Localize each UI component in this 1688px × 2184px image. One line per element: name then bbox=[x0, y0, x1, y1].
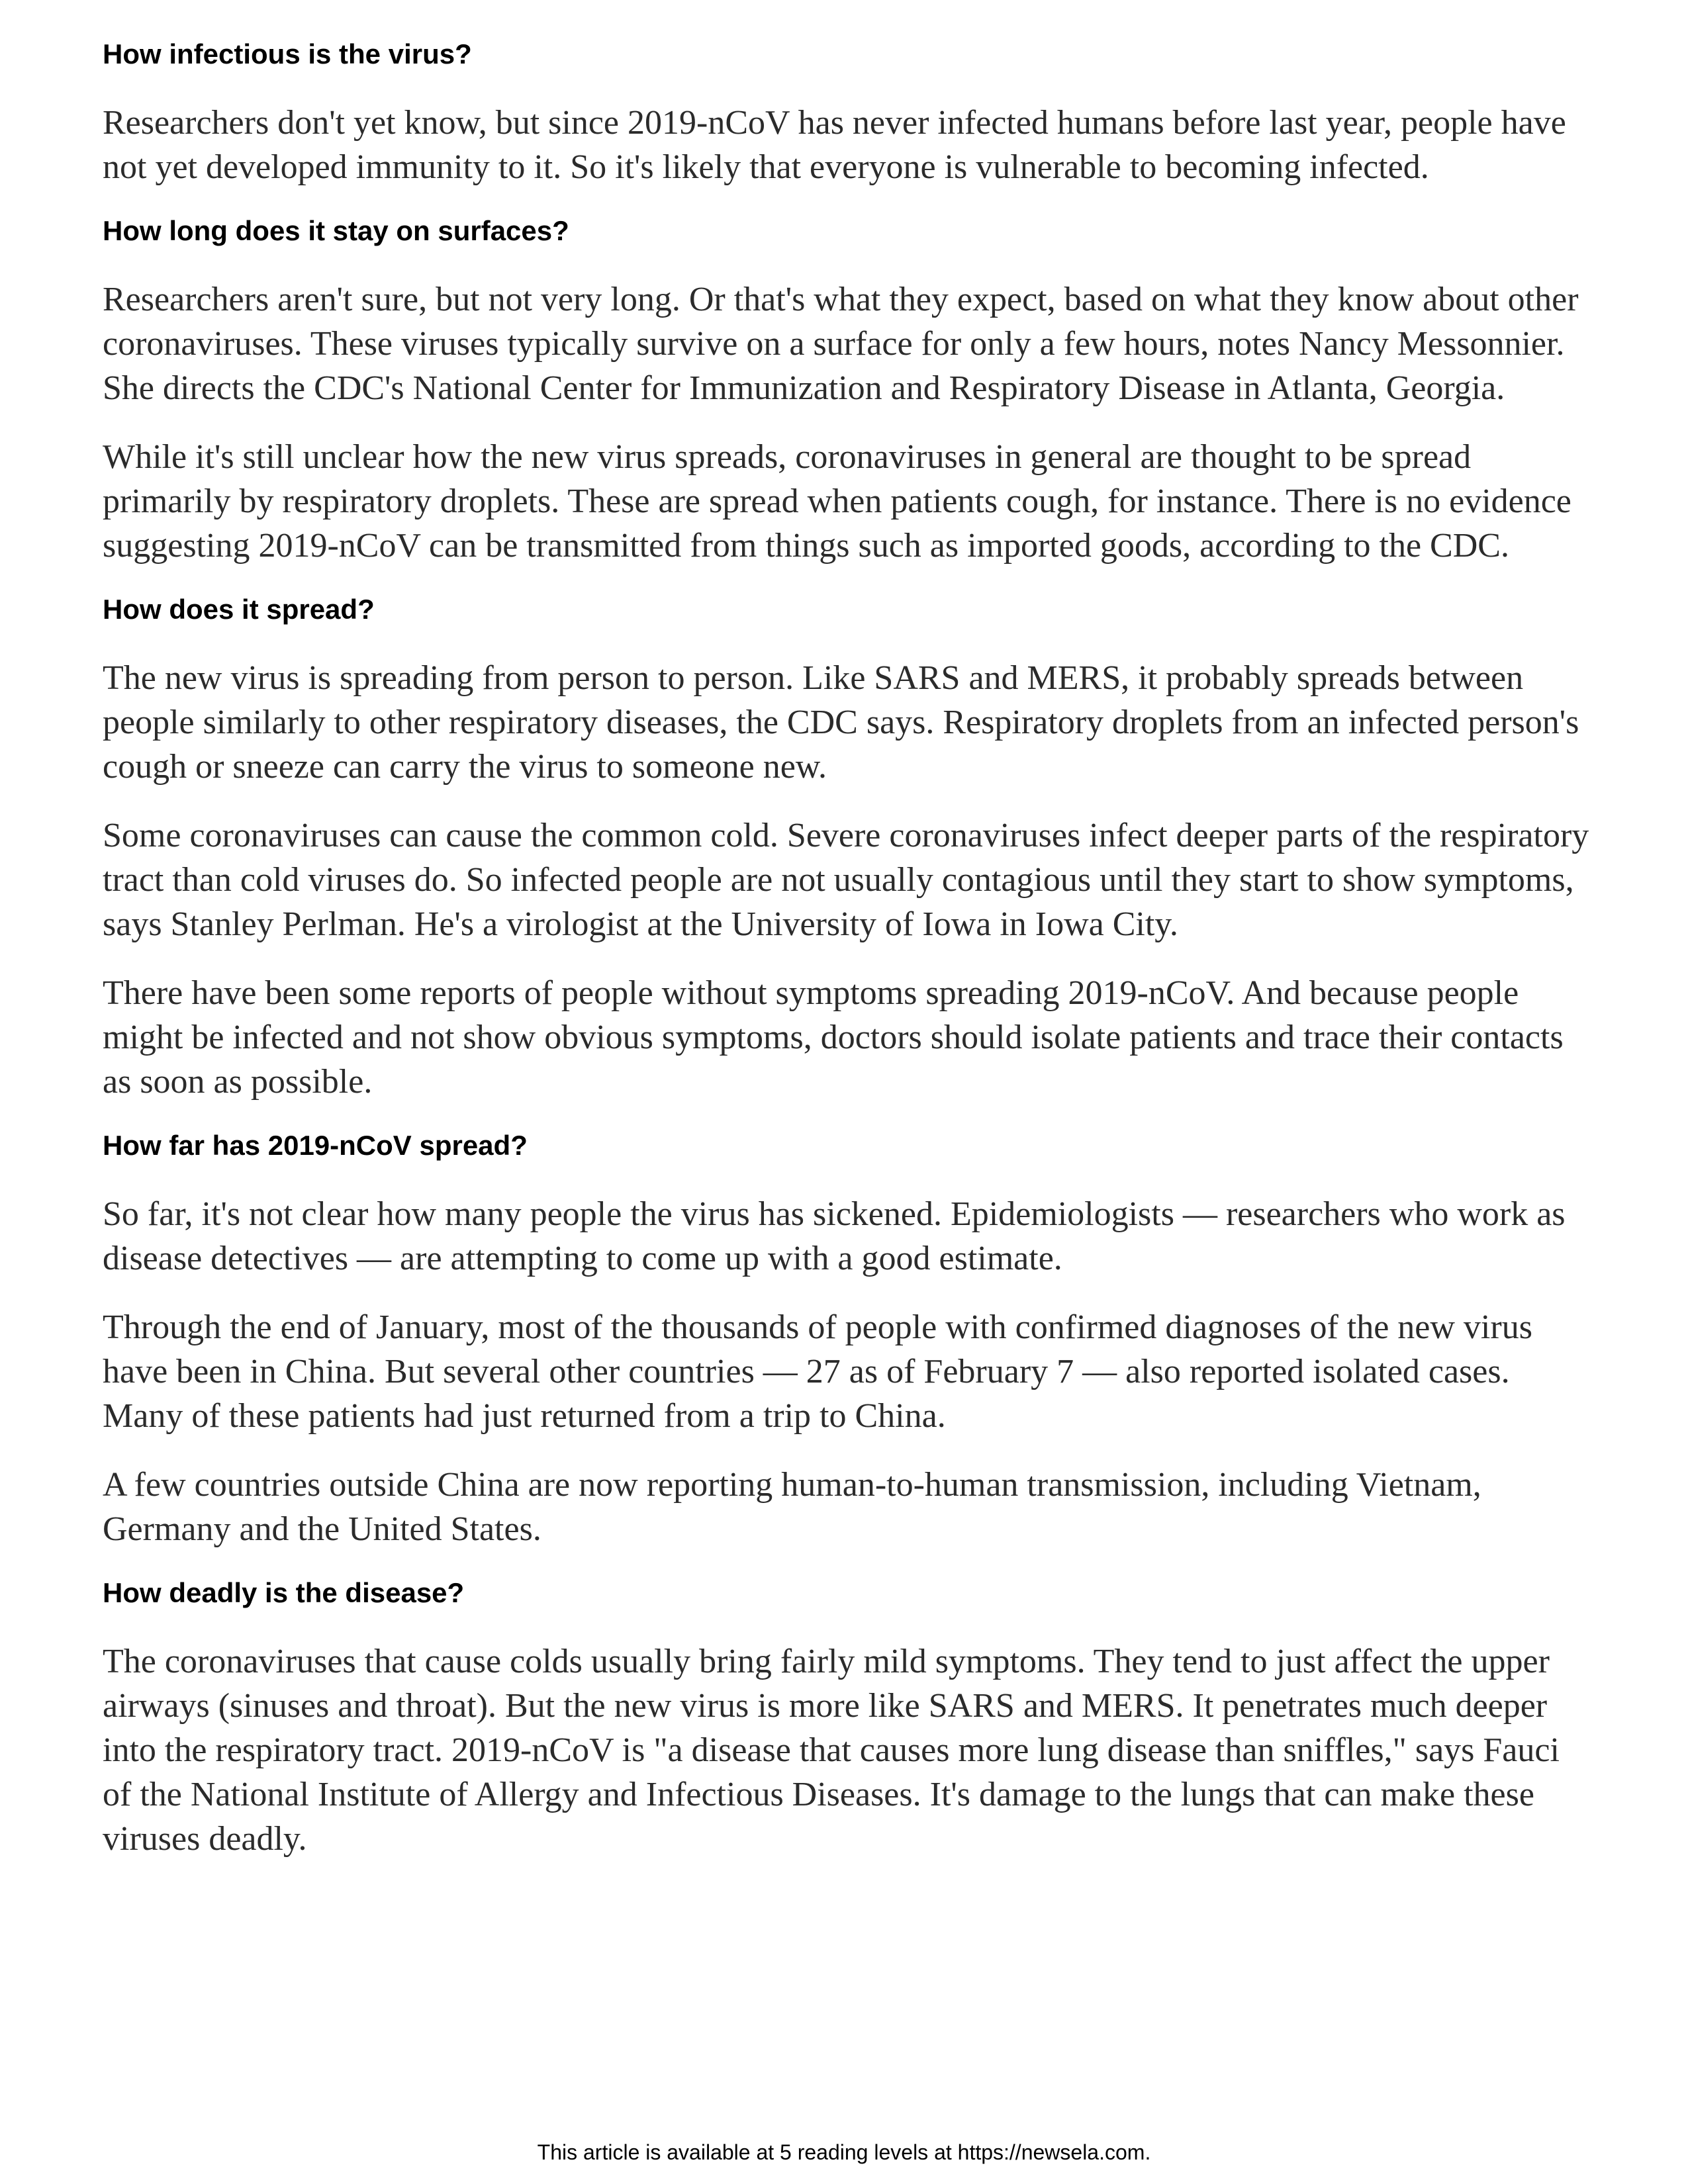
paragraph: So far, it's not clear how many people the virus has sickened. Epidemiologists — researchers who work as disease detectives — are attempting to come up with a good estimate. bbox=[103, 1195, 1566, 1277]
paragraph: A few countries outside China are now reporting human-to-human transmission, including Vietnam, Germany and the United States. bbox=[103, 1466, 1481, 1548]
section-heading-spread: How does it spread? bbox=[103, 594, 375, 625]
paragraph: There have been some reports of people without symptoms spreading 2019-nCoV. And because people might be infected and not show obvious symptoms, doctors should isolate patients and trace their contacts as soon as possible. bbox=[103, 974, 1564, 1101]
paragraph: Researchers aren't sure, but not very long. Or that's what they expect, based on what they know about other coronaviruses. These viruses typically survive on a surface for only a few hours, notes Nancy Messonnier. She directs the CDC's National Center for Immunization and Respiratory Disease in Atlanta, Georgia. bbox=[103, 281, 1579, 407]
section-heading-how-far: How far has 2019-nCoV spread? bbox=[103, 1130, 528, 1161]
section-heading-surfaces: How long does it stay on surfaces? bbox=[103, 215, 569, 246]
section-heading-deadly: How deadly is the disease? bbox=[103, 1577, 465, 1608]
paragraph: While it's still unclear how the new virus spreads, coronaviruses in general are thought to be spread primarily by respiratory droplets. These are spread when patients cough, for instance. There is no evidence suggesting 2019-nCoV can be transmitted from things such as imported goods, according to the CDC. bbox=[103, 438, 1571, 565]
article-body bbox=[103, 37, 1592, 1886]
page-footer: This article is available at 5 reading levels at https://newsela.com. bbox=[537, 2140, 1151, 2164]
paragraph: The coronaviruses that cause colds usually bring fairly mild symptoms. They tend to just affect the upper airways (sinuses and throat). But the new virus is more like SARS and MERS. It penetrates much deeper into the respiratory tract. 2019-nCoV is "a disease that causes more lung disease than sniffles," says Fauci of the National Institute of Allergy and Infectious Diseases. It's damage to the lungs that can make these viruses deadly. bbox=[103, 1643, 1560, 1858]
paragraph: Researchers don't yet know, but since 2019-nCoV has never infected humans before last year, people have not yet developed immunity to it. So it's likely that everyone is vulnerable to becoming infected. bbox=[103, 104, 1566, 186]
paragraph: The new virus is spreading from person to person. Like SARS and MERS, it probably spreads between people similarly to other respiratory diseases, the CDC says. Respiratory droplets from an infected person's cough or sneeze can carry the virus to someone new. bbox=[103, 659, 1579, 786]
paragraph: Through the end of January, most of the thousands of people with confirmed diagnoses of the new virus have been in China. But several other countries — 27 as of February 7 — also reported isolated cases. Many of these patients had just returned from a trip to China. bbox=[103, 1308, 1532, 1435]
paragraph: Some coronaviruses can cause the common cold. Severe coronaviruses infect deeper parts of the respiratory tract than cold viruses do. So infected people are not usually contagious until they start to show symptoms, says Stanley Perlman. He's a virologist at the University of Iowa in Iowa City. bbox=[103, 817, 1589, 943]
section-heading-infectious: How infectious is the virus? bbox=[103, 38, 472, 69]
